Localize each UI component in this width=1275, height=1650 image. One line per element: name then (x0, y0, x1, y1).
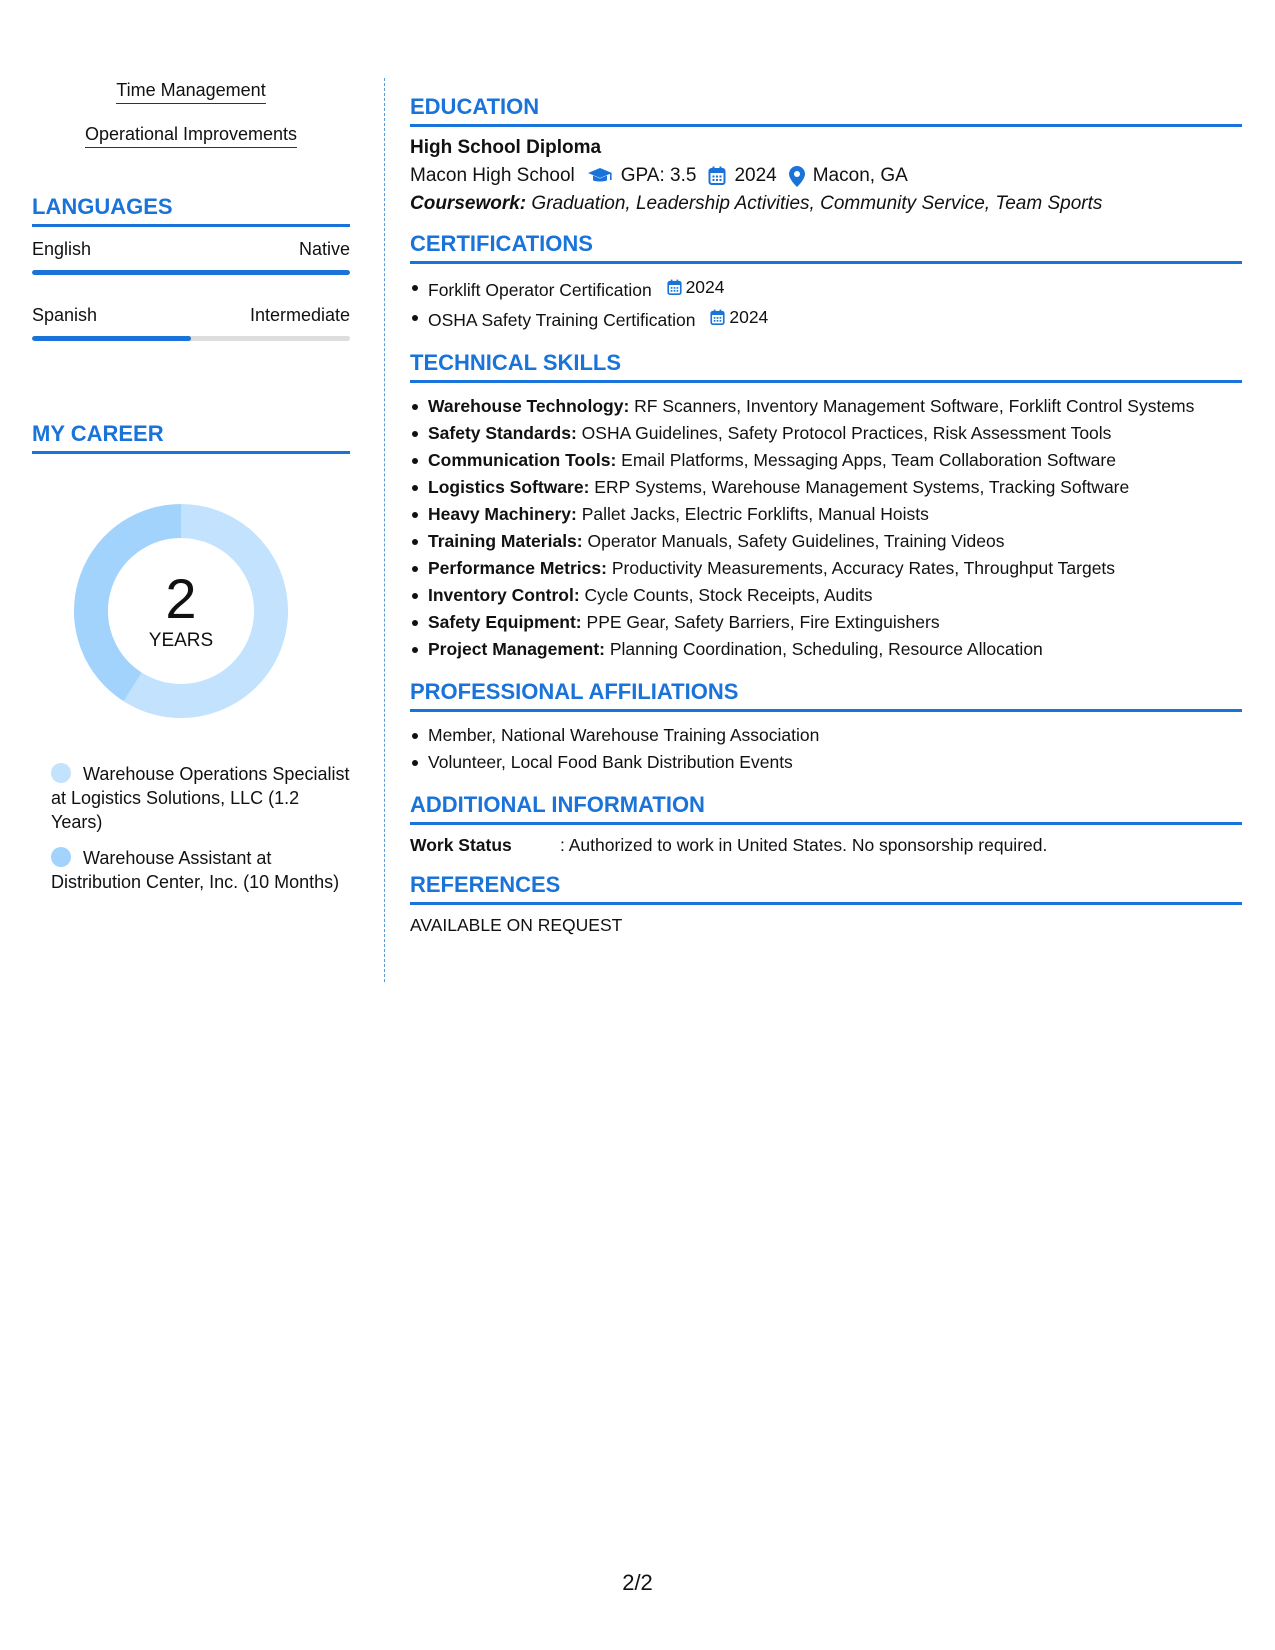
affiliations-section (410, 679, 1242, 776)
language-name: English (32, 239, 92, 259)
school-name: Macon High School (410, 165, 575, 186)
skill-item: Warehouse Technology: RF Scanners, Inventory Management Software, Forklift Control Systems (410, 393, 1242, 420)
skill-item: Communication Tools: Email Platforms, Messaging Apps, Team Collaboration Software (410, 447, 1242, 474)
technical-skills-section (410, 350, 1242, 663)
affiliations-heading: PROFESSIONAL AFFILIATIONS (410, 679, 1242, 712)
work-status-value: : Authorized to work in United States. No sponsorship required. (560, 835, 1048, 855)
skill-item: Inventory Control: Cycle Counts, Stock Receipts, Audits (410, 582, 1242, 609)
career-dot (51, 763, 71, 783)
column-divider (384, 78, 385, 982)
calendar-icon (708, 166, 726, 186)
certifications-section (410, 231, 1242, 334)
strength-item: Operational Improvements (32, 124, 350, 148)
additional-info-section (410, 792, 1242, 856)
page-number: 2/2 (622, 1570, 653, 1595)
skills-list (410, 393, 1242, 663)
references-heading: REFERENCES (410, 872, 1242, 905)
calendar-icon (667, 279, 682, 296)
gpa: GPA: 3.5 (620, 165, 697, 186)
languages-heading: LANGUAGES (32, 194, 350, 227)
additional-info-heading: ADDITIONAL INFORMATION (410, 792, 1242, 825)
language-bar-fill (32, 336, 191, 341)
references-text: AVAILABLE ON REQUEST (410, 915, 623, 935)
certification-item: OSHA Safety Training Certification 2024 (410, 304, 1242, 334)
career-item: Warehouse Operations Specialist at Logistics Solutions, LLC (1.2 Years) (51, 764, 350, 832)
language-bar-fill (32, 270, 350, 275)
references-section (410, 872, 1242, 936)
school-location: Macon, GA (812, 165, 908, 186)
certifications-list (410, 274, 1242, 334)
language-name: Spanish (32, 305, 98, 325)
language-level: Native (298, 239, 350, 259)
location-pin-icon (789, 166, 805, 187)
coursework (410, 193, 1242, 215)
skill-item: Project Management: Planning Coordination, Scheduling, Resource Allocation (410, 636, 1242, 663)
work-status-label: Work Status (410, 835, 512, 855)
main-content (410, 94, 1242, 952)
certification-item: Forklift Operator Certification 2024 (410, 274, 1242, 304)
coursework-list: Graduation, Leadership Activities, Community Service, Team Sports (531, 193, 1103, 214)
graduation-year: 2024 (734, 165, 777, 186)
skill-item: Heavy Machinery: Pallet Jacks, Electric Forklifts, Manual Hoists (410, 501, 1242, 528)
certifications-heading: CERTIFICATIONS (410, 231, 1242, 264)
career-heading: MY CAREER (32, 421, 350, 454)
education-details (410, 165, 1242, 187)
skill-item: Training Materials: Operator Manuals, Safety Guidelines, Training Videos (410, 528, 1242, 555)
graduation-cap-icon (587, 167, 613, 185)
education-section (410, 94, 1242, 215)
language-english (32, 239, 350, 275)
language-bar (32, 336, 350, 341)
language-spanish (32, 305, 350, 341)
career-item: Warehouse Assistant at Distribution Center, Inc. (10 Months) (51, 848, 340, 892)
education-heading: EDUCATION (410, 94, 1242, 127)
language-bar (32, 270, 350, 275)
skill-item: Logistics Software: ERP Systems, Warehouse Management Systems, Tracking Software (410, 474, 1242, 501)
affiliations-list (410, 722, 1242, 776)
strength-item: Time Management (32, 80, 350, 104)
skill-item: Safety Equipment: PPE Gear, Safety Barriers, Fire Extinguishers (410, 609, 1242, 636)
affiliation-item: Volunteer, Local Food Bank Distribution Events (410, 749, 1242, 776)
technical-skills-heading: TECHNICAL SKILLS (410, 350, 1242, 383)
skill-item: Performance Metrics: Productivity Measurements, Accuracy Rates, Throughput Targets (410, 555, 1242, 582)
certification-year: 2024 (685, 277, 725, 297)
language-level: Intermediate (249, 305, 350, 325)
career-donut (66, 496, 296, 726)
work-status-row (410, 835, 1242, 856)
career-dot (51, 847, 71, 867)
skill-item: Safety Standards: OSHA Guidelines, Safety Protocol Practices, Risk Assessment Tools (410, 420, 1242, 447)
career-unit: YEARS (148, 630, 214, 651)
calendar-icon (710, 309, 725, 326)
degree-title: High School Diploma (410, 137, 602, 158)
certification-year: 2024 (729, 307, 769, 327)
career-total: 2 (165, 567, 197, 630)
affiliation-item: Member, National Warehouse Training Association (410, 722, 1242, 749)
sidebar (32, 80, 350, 906)
coursework-label: Coursework: (410, 193, 527, 214)
